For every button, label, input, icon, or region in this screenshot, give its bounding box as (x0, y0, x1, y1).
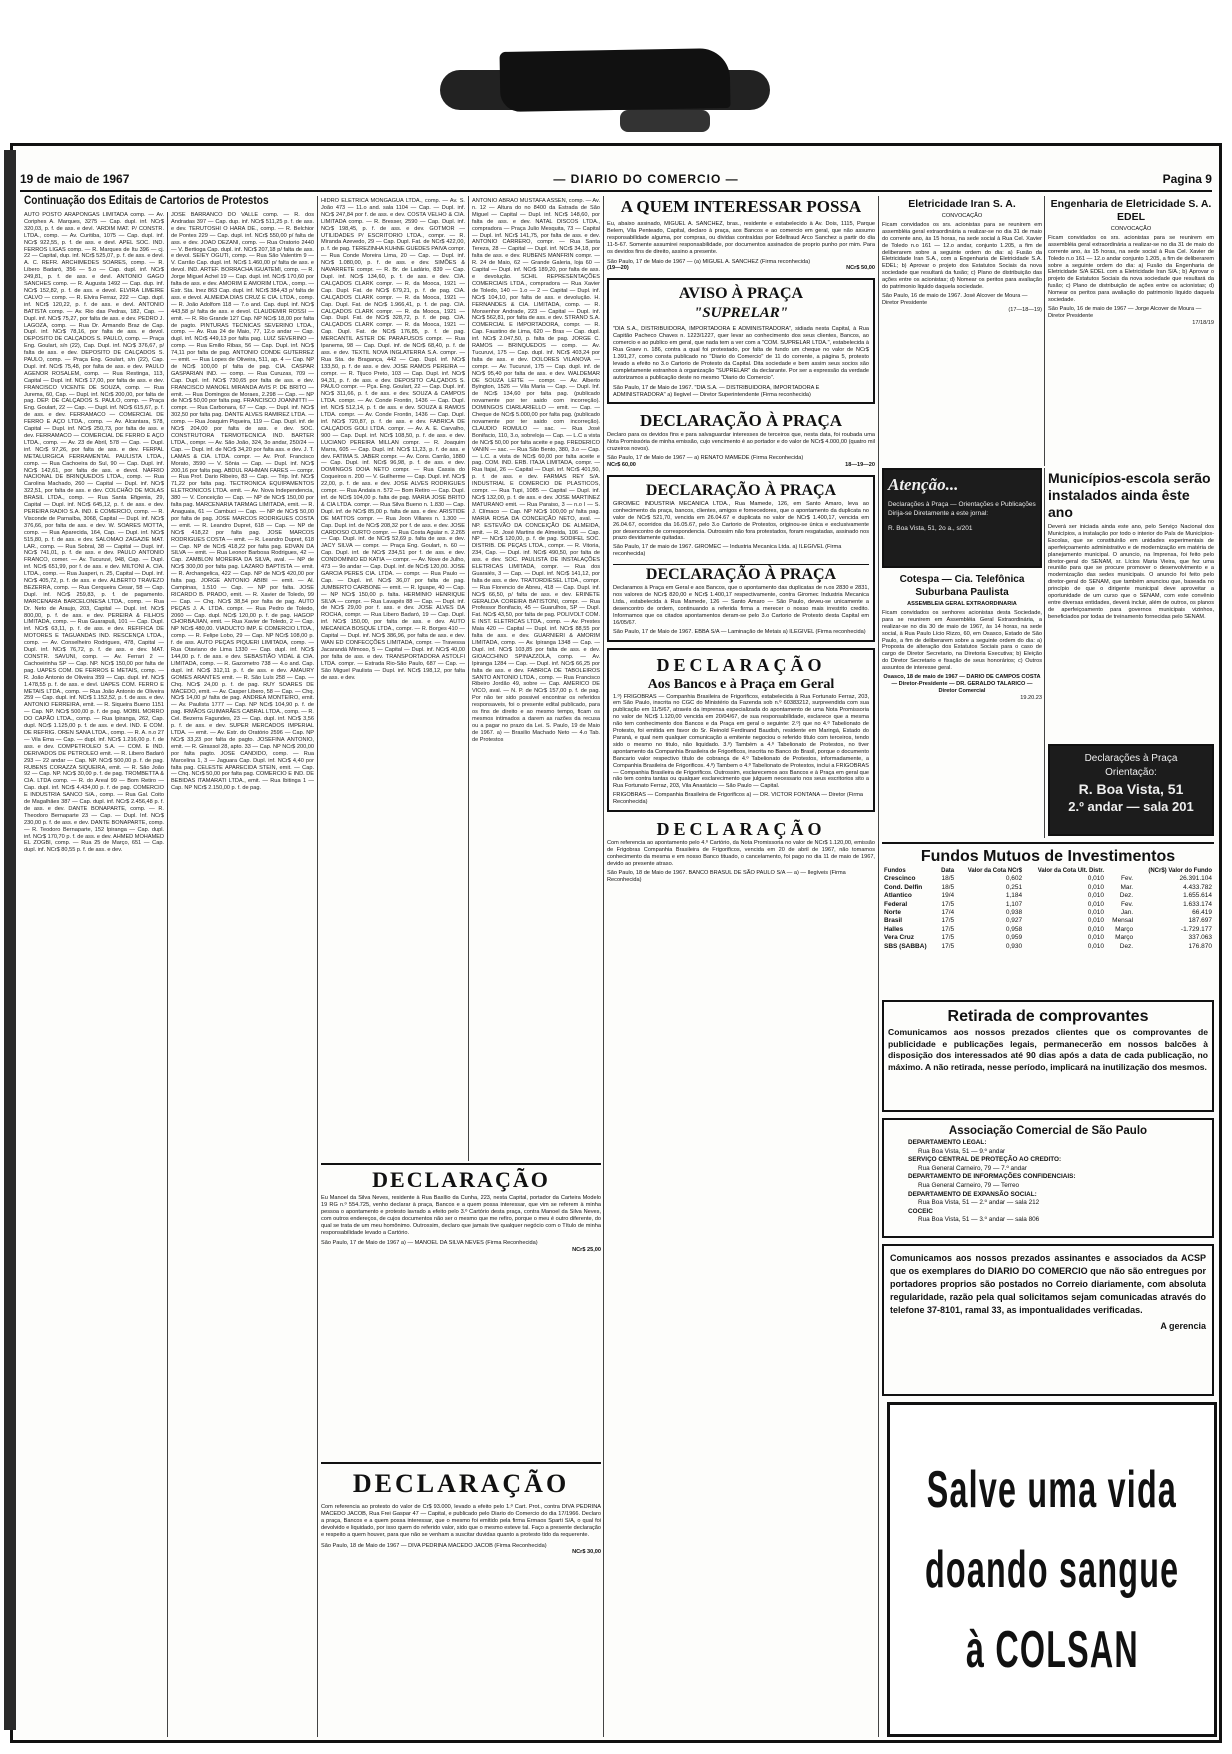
table-cell: 0,010 (1087, 883, 1105, 891)
signature: A gerencia (1160, 1321, 1206, 1331)
table-cell: 1.633.174 (1183, 900, 1212, 908)
list-item: COCEIC (908, 1207, 933, 1215)
eletricidade-iran (882, 198, 1042, 460)
table-cell: 17/5 (941, 900, 955, 908)
table-cell: 17/4 (941, 909, 955, 917)
list-item: Rua Boa Vista, 51 — 2.º andar — sala 212 (918, 1199, 1040, 1207)
section-title: DECLARAÇÃO À PRAÇA (645, 481, 837, 499)
table-cell: Vera Cruz (884, 934, 914, 942)
section-body: Com referencia ao apontamento pelo 4.º Cartório, da Nota Promissoria no valor de NCr$ 1.120,00, emissão de Frigobras Companhia Brasileira de Frigorificos, vencida em 20 de abril de 1967, não tomamos conhecimento da mesma e em nosso Banco tituado, o cancelamento, foi pago no dia 11 de maio de 1967, devido ao presente atraso. (607, 840, 875, 867)
tape-mark (499, 48, 730, 112)
associacao-comercial (882, 1118, 1214, 1238)
aviso-assinantes (882, 1244, 1214, 1396)
protestos-column-3: HIDRO ELETRICA MONGAGUA LTDA., comp. — Av. S. João 473 — 11.o and. sala 1104 — Cap. — Dupl. inf. NCr$ 247,84 por f. de ass. e dev. COSTA VELHO & CIA. LIMITADA comp. — R. Bresser, 2590 — Cap. Dupl. inf. NCr$ 198,45, p. f. de ass. e dev. GOTMOR — UTILIDADES P/ ESCRITORIO LTDA., compr. — R. Miranda Azevedo, 29 — Cap. Dupl. Fat. de NCr$ 422,00, p. f. de pag. TEREZINHA KUHNE GUEDES PAIVA compr. — Rua Conde Moreira Lima, 20 — Cap. — Dupl. inf. NCr$ 1.080,00, p. f. de ass. e dev. SIMÕES & NAVARRETE compr. — R. Br. de Ladário, 839 — Cap. Dupl. inf. NCr$ 134,60, p. f. de ass. e dev. CIA. CALÇADOS CLARK compr. — R. da Mooca, 1921 — Cap. Dupl. Fat. de NCr$ 679,21, p. f. de pag. CIA. CALÇADOS CLARK compr. — R. da Mooca, 1921 — Cap. Dupl. Fat. de NCr$ 1.966,41, p. f. de pag. CIA. CALÇADOS CLARK compr. — R. da Mooca, 1921 — Cap. Dupl. Fat. de NCr$ 328,72, p. f. de pag. CIA. CALÇADOS CLARK compr. — R. da Mooca, 1921 — Cap. Dupl. Fat. de NCr$ 176,85, p. f. de pag. MERCANTIL ASTER DE PARAFUSOS compr. — Rua Ipanema, 98 — Cap. Dupl. inf. de NCr$ 68,40, p. f. de ass. e dev. TEXTIL NOVA INGLATERRA S.A. compr. — Rua Sta. de Bragança, 442 — Cap. Dupl. inf. NCr$ 133,50, p. f. de ass. e dev. JOSE RAMOS PEREIRA — compr. — R. Tijuco Preto, 103 — Cap. Dupl. inf. NCr$ 94,31, p. f. de ass. e dev. DEPOSITO CALÇADOS S. PAULO compr. — Pça. Eng. Goulart, 22 — Cap. Dupl. inf. NCr$ 311,66, p. f. de ass. e dev. SOUZA & CAMPOS LTDA. compr. — Av. Conde Frontin, 1436 — Cap. Dupl. inf. NCr$ 512,14, p. f. de ass. e dev. SOUZA & RAMOS LTDA. compr. — Av. Conde Frontin, 1436 — Cap. Dupl. inf. NCr$ 720,87, p. f. de ass. e dev. FABRICA DE CALÇADOS GOLI LTDA. compr. — Av. A. E. Carvalho, 900 — Cap. Dupl. inf. NCr$ 108,50, p. f. de ass. e dev. LUCIANO PEREIRA MILLAN compr. — R. Joaquim Marra, 605 — Cap. Dupl. inf. NCr$ 11,23, p. f. de ass. e dev. FATIMA S. JABER compr. — Av. Cons. Carrão, 1880 — Cap. Dupl. inf. NCr$ 96,98, p. f. de ass. e dev. DOMINGOS DOIA NETO compr. — Rua Cassia do Coqueiros n. 200 — V. Guilherme — Cap. Dupl. inf. NCr$ 22,00, p. f. de ass. e dev. JOSE ALVES RODRIGUES compr. — Rua Andaia n. 572 — Bom Retiro — Cap. Dupl. inf. de NCr$ 104,00 p. falta de pag. MARIA JOSE BRITO & CIA LTDA. compr. — Rua Silva Bueno n. 1.830 — Cap. Dupl. inf. de NCr$ 85,00 p. falta de ass. e dev. ARISTIDE DE MATTOS compr. — Rua Joon Villares n. 1.300 — Cap. Dupl. inf. de NCr$ 208,32 por f. de ass. e dev. JOSE CARDOSO CURTO compr. — Rua Costa Aguiar n. 2.265 — Cap. Dupl. inf. de NCr$ 52,69 p. falta de ass. e dev. JACY SILVA — compr. — Praça Eng. Goulart, n. 60 — Cap. Dupl. inf. de NCr$ 234,51 por f. de ass. e dev. CONDOMINIO ED KATIA — compr. — Av. Nove de Julho, 473 — 9o andar — Cap. Dupl. inf. de NCr$ 120,00. JOSE GARCIA PERES CIA. LTDA. — compr. — Rua Paulo — Cap. — Dupl. inf. NCr$ 36,07 por falta de pag. JUMBERTO CARBONE — emit. — R. Iguape, 40 — Cap. — NP NCr$ 150,00 p. falta. HERMINIO HENRIQUE SILVA — compr. — Rua Lavapés 88 — Cap. — Dupl. inf. de NCr$ 29,00 por f. ass. e dev. JOSE ALVES DA ROCHA, compr. — Rua Libero Badaró, 19 — Cap. Dupl. inf. NCr$ 150,00, por falta de ass. e dev. AUTO MECANICA BOSQUE LTDA., compr. — R. Borges 410 — Capital — Dupl. inf. NCr$ 386,96, por falta de ass. e dev. WAN ED CONFECÇÕES LIMITADA, compr. — Travessa Jacarandá Mimoso, 5 — Capital — Dupl. inf. NCr$ 40,00 por falta de ass. e dev. TRANSPORTADORA ASTOLFI LTDA. compr. — Estrada Rio-São Paulo, 687 — Cap. — São Miguel Paulista — Dupl. inf. NCr$ 198,12, por falta de ass. e dev. (321, 198, 465, 681)
table-cell: Cond. Delfin (884, 883, 923, 891)
brand-name: "SUPRELAR" (693, 305, 789, 322)
table-cell: 17/5 (941, 934, 955, 942)
protestos-column-4: ANTONIO ABRÃO MUSTAFA ASSEN, comp. — Av. n. 12 — Altura do no 8400 da Estrada de São Miguel — Capital — Dupl. inf. NCr$ 148,60, por falta de ass. e dev. NATAL DISCOS LTDA., compradora — Praça Julio Mesquita, 73 — Capital — Dupl. inf. NCr$ 141,75, por falta de ass. e dev. ANTONIO CARRERO, compr. — Rua Santa Tereza, 28 — Capital — Dupl. inf. NCr$ 34,18, por falta de ass. e dev. RUBENS MANFRIN compr. — R. 24 de Maio, 62 — Grande Galeria, loja 60 — Capital — Dupl. inf. NCr$ 189,20, por falta de ass. e devolução. SCHIL REPRESENTAÇÕES COMERCIAIS LTDA., compradora — Rua Xavier de Toledo, 140 — 1.o — 2 — Capital — Dupl. inf. NCr$ 104,10, por falta de ass. e devolução. H. FERNANDES & CIA. LIMITADA, comp. — R. Monsenhor Andrade, 223 — Capital — Dupl. inf. NCr$ 562,81, por falta de ass. e dev. STRANO S.A. COMERCIAL E IMPORTADORA, compr. — R. Cap. Faustino de Lima, 620 — Bras — Cap. dupl. inf. NCr$ 2.047,50, p. falta de pag. JORGE C. RAMOS — BRINQUEDOS — comp. — Av. Tucuruvi, 175 — Cap. dupl. inf. NCr$ 403,24 por falta de ass. e dev. DOLORES VILANOVA — compr. — Av. Tucuruvi, 175 — Cap. dupl. inf. de NCr$ 95,40 por falta de ass. e dev. WALDEMAR DE SOUZA LEITE — compr. — Av. Alberto Byington, 1526 — Vila Maria — Cap. — Dupl. Inf. de NCr$ 134,60 por falta pag. (publicado novamente por ter saido com incorreção). DOMINGOS CIARLARIELLO — emit. — Cap. — Cheque de NCr$ 5.000,00 por falta pag. (publicado novamente por ter saido com incorreção). CLAUDIO ROMULO — sac. — Rua José Bonifacio, 110, 3.o, sobreloja — Cap. — L.C a vista de NCr$ 50,00 por falta aceite e pag. FREDERICO VANIN — sac. — Rua São Bento, 380, 3.o — Cap. — L.C. a vista de NCr$ 60,00 por falta aceite e pag. COM. IND. ERB. ITAJA LIMITADA, compr. — Rua Itajaí, 26 — Capital — Dupl. inf. NCr$ 401,50, p. f. de ass. e dev. FARMAS REY S/A. INDUSTRIAL E COMERCIO DE PLASTICOS, compr. — Rua Tupi, 1085 — Capital — Dupl. inf. NCr$ 132,00, p. f. de ass. e dev. JOSE MARTINEZ MATURANO emit. — Rua Paraiso, 3 — n.o I — S. J. Clímaco — Cap. NP NCr$ 100,00 p/ falta pag. MARIA ROSA DA CONCEIÇÃO NETO, aval. — NP. ESTEVÃO DA CONCEIÇÃO DE ALMEIDA, emit. — R. José Martins de Almeida, 106 — Cap. NP — NCr$ 120,00, p. f. de pag. SODIFEL SOC. DISTRIB. DE PEÇAS LTDA., compr. — R. Vitoria, 234, Cap. — Dupl. inf. NCr$ 490,50, por falta de ass. e dev. SOC. PAULISTA DE INSTALAÇÕES ELETRICAS LIMITADA, compr. — Rua dos Guaraiés, 3 — Cap. — Dupl. inf. NCr$ 141,12, por falta de ass. e dev. TRATORDIESEL LTDA., compr. — Rua Florencio de Abreu, 418 — Cap. Dupl. inf. NCr$ 66,50, p/ falta de ass. e dev. ERINETE GERALDA COREIRA BATISTONI, compr. — Rua Professor Bonifacio, 45 — Guarulhos, SP — Dupl. Fat. NCr$ 43,50, por falta de pag. POLIVOLT COM. E INST. ELETRICAS LTDA., comp. — Av. Prestes Maia 420 — Capital — Dupl. inf. NCr$ 88,55 por falta de ass. e dev. GUARNIERI & AMORIM LIMITADA, comp. — Av. Ipiranga 1348 — Cap. — Dupl. inf. NCr$ 103,85 por falta de ass. e dev. GIOACCHINO SPINAZZOLA, comp. — Av. Ipiranga 1284 — Cap. — Dupl. inf. NCr$ 66,25 por falta de ass. e dev. FABRICA DE TABOLEIROS SANTO ANTONIO LTDA., comp. — Rua Francisco Ribeiro Jordão 49, sobre — Cap. AMERICO DE VICO, aval. — N. P. de NCr$ 157,00 p. f. de pag. Por não ter sido possivel encontrar os referidos responsaveis, foi o presente edital publicado, para os fins de direito e ao mesmo tempo, ficam os mesmos intimados a darem as razões da recusa ou a pagar no prazo da Lei. S. Paulo, 19 de Maio de 1967. a) — Brasilio Machado Neto — 4.o Tab. de Protestos (472, 198, 600, 743)
section-body: Eu, abaixo assinado, MIGUEL A. SANCHEZ, bras., residente e estabelecido à Av. Dois, 1115, Parque Belem, Vila Penteado, Capital, declaro à praça, aos Bancos e ao comercio em geral, que não assumo responsabilidade alguma, por compras, ou dividas contraídas por Edeltraud Arco Sanchez a partir do dia 11-5-67. Somente assumirei responsabilidade, por documentos assinados de proprio punho por mim. Para os devidos fins de direito, assino a presente. (607, 221, 875, 255)
signature: São Paulo, 16 de maio de 1967. José Alcover de Moura — Diretor Presidente (882, 292, 1028, 306)
table-header-row (882, 867, 1214, 875)
address: R. Boa Vista, 51, 2o a., s/201 (888, 525, 973, 532)
ad-line: Orientação: (1105, 767, 1157, 778)
section-subtitle: Aos Bancos e à Praça em Geral (647, 676, 835, 692)
table-cell: 66.419 (1192, 909, 1212, 917)
table-row (882, 875, 1214, 883)
column-rule (1044, 468, 1045, 838)
table-cell: Dez. (1119, 892, 1134, 900)
signature: São Paulo, 17 de maio de 1967. GIROMEC — Industria Mecanica Ltda. a) ILEGIVEL (Firma reconhecida) (613, 544, 842, 558)
table-cell: 17/5 (941, 917, 955, 925)
declaracao-mamede (607, 410, 875, 469)
list-item: Rua General Carneiro, 79 — Terreo (918, 1181, 1020, 1189)
fundos-table (882, 867, 1214, 951)
section-title: Engenharia de Eletricidade S. A. EDEL (1050, 198, 1212, 223)
departments-list (888, 1139, 1208, 1225)
table-cell: Março (1115, 934, 1134, 942)
table-cell: 4.433.782 (1183, 883, 1212, 891)
section-subtitle: CONVOCAÇÃO (1110, 226, 1152, 232)
section-title: DECLARAÇÃO À PRAÇA (639, 411, 843, 431)
section-body: Deverá ser iniciada ainda este ano, pelo Serviço Nacional dos Municípios, a instalação por todo o interior do País de Municípios-Escolas, que se constituirão em unidades experimentais de aperfeiçoamento administrativo e de modernização em matéria de planejamento municipal. O anuncio, na Imprensa, foi feito pelo diretor-geral do SENAM, sr. Lícios Maria Vieira, que fez uma reunião para que se procure promover o desenvolvimento e a modernização das sedes municipais. O anuncio foi feito pelo diretor-geral do SENAM, que também anunciou que, baseada no princípio de que o dirigente municipal deve aproveitar a oportunidade de um curso que o SENAM, com este convênio entre diversas entidades, deverá incluir, além de outros, os planos de aperfeiçoamento para governos municipais vizinhos, beneficiados por todas de treinamento fornecidas pelo SENAM. (1048, 524, 1214, 620)
section-title: DECLARAÇÃO (656, 654, 826, 675)
table-cell: 0,251 (1005, 883, 1023, 891)
section-body: "DIA S.A., DISTRIBUIDORA, IMPORTADORA E ADMINISTRADORA", sidiada nesta Capital, à Rua Capitão Pacheco Chaves n. 1223/1227, quer levar ao conhecimento dos seus clientes, Bancos, ao comercio e ao publico em geral, que nada tem a ver com a "COM. SUPRELAR LTDA.", estabelecida à Rua Graev n. 186, contra a qual foi protestado, por falta de fundo um cheque no valor de NCr$ 1.391,27, como consta publicado no "Diario do Comercio" de 11 do corrente, a página 5, protesto levado a efeito no 3.o Cartorio de Protesto da Capital. Dita sociedade e bem assim seus socios são completamente estranhos à organização "SUPRELAR" da declarante. Por ser a expressão da verdade autorizamos a publicação deste no mesmo "Diario do Comercio". (613, 326, 869, 381)
price-tag: NCr$ 30,00 (572, 1549, 601, 1556)
column-rule (1044, 196, 1045, 466)
column-rule (317, 196, 318, 1737)
table-row (882, 901, 1214, 909)
section-title: Associação Comercial de São Paulo (948, 1125, 1148, 1137)
price-tag: NCr$ 60,00 (607, 462, 636, 469)
declaracao-jacob (321, 1462, 601, 1737)
table-cell: -1.729.177 (1180, 925, 1212, 933)
tape-mark (620, 110, 710, 132)
price-tag: NCr$ 25,00 (572, 1247, 601, 1254)
ref-code: 18—19—20 (845, 462, 875, 469)
table-cell: Fev. (1120, 875, 1134, 883)
ad-line: à COLSAN (965, 1620, 1139, 1679)
column-rule (603, 196, 604, 1737)
ad-line: Declarações à Praça (1084, 753, 1178, 764)
column-header (1106, 867, 1135, 875)
section-body: Ficam convidados os srs. acionistas para se reunirem em assembléia geral extraordinária a realizar-se no dia 31 de maio do corrente ano, às 15 horas, na sede social à Rua Cel. Xavier de Toledo n.o 161 — 12.o andar conjunto 1.205, a fim de deliberarem sobre a seguinte ordem do dia: a) Fusão da Engenharia de Eletricidade S/A EDEL com a Eletricidade Iran S/A.; b) Aprovar o projeto de Estatutos Sociais da nova sociedade que resultará da fusão; c) Plano de distribuição de ações entre os acionistas; d) Nomear os peritos para avaliação do patrimonio liquido daquela sociedade. (1048, 234, 1214, 304)
table-cell: 0,010 (1087, 909, 1105, 917)
table-cell: 1,107 (1005, 900, 1023, 908)
ref-code: 17/18/19 (1192, 319, 1214, 326)
issue-date: 19 de maio de 1967 (20, 172, 130, 186)
signature: FRIGOBRAS — Companhia Brasileira de Frigorificos a) — DR. VICTOR FONTANA — Diretor (Firma Reconhecida) (613, 792, 864, 806)
table-cell: 0,010 (1087, 934, 1105, 942)
table-row (882, 926, 1214, 934)
table-cell: Federal (884, 900, 908, 908)
table-cell: Fev. (1120, 900, 1134, 908)
table-cell: 0,010 (1087, 925, 1105, 933)
signature: São Paulo, 17 de Maio de 1967 — a) RENATO MAMEDE (Firma Reconhecida) (607, 455, 804, 462)
column-header: Valor da Cota Ult. Distr. (1037, 868, 1105, 874)
table-cell: 337.063 (1188, 934, 1212, 942)
aviso-praca (607, 278, 875, 404)
section-body: Declaro para os devidos fins e para salvaguardar interesses de terceiros que, nesta data, foi roubada uma Nota Promissória de minha emissão, cujo vencimento é ao portador e do valor de NCr$ 4.000,00 (quatro mil cruzeiros novos). (607, 432, 875, 453)
protestos-column-1: AUTO POSTO ARAPONGAS LIMITADA comp. — Av. Coriphes A. Marques, 3275 — Cap. dupl. inf. NCr$ 320,03, p. f. de ass. e devl. 'ARDIM MAT. P/ CONSTR. LTDA., comp. — Av. Curitiba, 1075 — Cap. dupl. inf. NCr$ 922,55, p. f. de ass. e devl. APEL SOC. IND. FERROS LIGAS comp. — R. Marques de Itu 396 — cj. 22 — Capital, dup. inf. NCr$ 525,07, p. f. de ass. e devl. A. C. REFR. ARCHIMEDES SOARES, comp. — R. Libero Badaró, 356 — 5.o — Cap. dupl. inf. NCr$ 249,81, p. f. de ass. e devl. ANTONIO GAGO SANCHES comp. — R. Augusta 1492 — Cap. dup. inf. NCr$ 152,82, p. f. de ass. e devol. ELVIRA LIMEIRE CALVO — comp. — R. Elvira Ferraz, 222 — Cap. dupl. inf. NCr$ 120,22, p. f. de ass. e devl. ANTONIO BATISTA comp. — Av. Rio das Pedras, 182, Cap. — Dupl. inf. NCr$ 75,27, por falta de ass. e dev. PEDRO J. LAGOZA, comp. — Rua Dr. Armando Braz de Cap. Dupl. inf. NCr$ 78,16, por falta de ass. e devol. DEPOSITO DE CALÇADOS S. PAULO, comp. — Praça Eng. Goulart, s/n (22), Cap. Dupl. inf. NCr$ 376,67, p/ falta de ass. e dev. DEPOSITO DE CALÇADOS S. PAULO, comp. — Praça Eng. Goulart, s/n (22), Cap. Dupl. inf. NCr$ 75,48, por falta de ass. e dev. PAULO AGENOR ROSALEM, comp. — Rua Restinga, 113, Capital — Dupl. inf. NCr$ 17,00, por falta de ass. e dev. FRANCISCO VICENTE DE SOUZA, comp. — Rua Jurema, 60, Cap. — Dupl. inf. NCr$ 200,00, por falta de pag. DEP. DE CALÇADOS S. PAULO, comp. — Praça Eng. Goulart, 22 — Cap. — Dupl. inf. NCr$ 615,67, p. f. de ass. e dev. FERRAMACO — COMERCIAL DE FERRO E AÇO LTDA., comp. — Av. Alcantara, 578, Capital — Dupl. inf. NCr$ 250,73, por falta de ass. e dev. FERRAMACO — COMERCIAL DE FERRO E AÇO LTDA., comp. — Av. 23 de Abril, 578 — Cap. — Dupl. inf. NCr$ 97,26, por falta de ass. e dev. FERPAL METALURGICA FERRAMENTAL PAULISTA LTDA., comp. — Rua Cachoeira do Sul, 90 — Cap. Dupl. inf. NCr$ 142,61, por falta de ass. e devol. NAFRIO NACIONAL DE BRINQUEDOS LTDA., comp. — Rua Carolina Machado, 260 — Capital — Dupl. inf. NCr$ 322,51, por falta de ass. e dev. COLCHÃO DE MOLAS BRASIL LTDA., comp. — Rua Santa Efigenia, 29, Capital — Dupl. inf. NCr$ 645,12, p. f. de ass. e dev. PEREIRA RADIO S.A. IND. E COMERCIO, comp. — R. Visconde de Parnaíba, 3068, Capital — Dupl. inf. NCr$ 376,66, por falta de ass. e dev. W. SOARES MOTTA, comp. — Rua Aparecida, 164, Cap. — Dupl. inf. NCr$ 515,80, p. f. de ass. e dev. SALOMAO ZAGAZIE MAT. LAR., comp. — Rua Sobral, 38 — Capital — Dupl. inf. NCr$ 741,01, p. f. de ass. e dev. PAULO ANTONIO FRANCO, comer. — Av. Tucuruvi, 948, Cap. — Dupl. inf. NCr$ 651,99, por f. de ass. e dev. MILTONI A. CIA. LTDA., comp. — Rua Juaperi, n. 25, Capital — Dupl. inf. NCr$ 405,72, p. f. de ass. e dev. ALBERTO TRAVEZO BEZERRA, comp. — Rua Cerqueira Cesar, 58 — Cap. Dupl. inf. NCr$ 259,83, p. f. de pagamento. MARCENARIA BARCELONESA LTDA., comp. — Rua Dr. Neto de Araujo, 203, Capital — Dupl. inf. NCr$ 800,00, p. f. de ass. e dev. PEREIRA & FILHOS LIMITADA, comp. — Rua Guarapuã, 101 — Cap. Dupl. inf. NCr$ 63,11, p. f. de ass. e dev. REFIFICA DE MOTORES E TAGUANDAS IND. RESCENÇA LTDA., comp. — Av. Conselheiro Rodrigues, 478, Capital — Dupl. inf. NCr$ 76,72, p. f. de ass. e dev. MAT. CONSTR. SAVUNI, comp. — Av. Ferrari 2 — Cachoeirinha SP — Cap. NP. NCr$ 150,00 por falta de pag. UAPES COM. DE FERROS E METAIS, comp. — R. João Antonio de Oliveira 359 — Cap. dupl. inf. NCr$ 1.478,55 p. f. de ass. e devl. UAPES COM. FERRO E METAIS LTDA., comp. — Rua João Antonio de Oliveira 259 — Cap. dupl. inf. NCr$ 1.152,52, p. f. de ass. e dev. ANTONIO FERREIRA, emit. — R. Siqueira Bueno 1151 — Cap. NP. NCr$ 500,00 p. f. de pag. MOBIL MORRO DO CAPÃO LTDA., comp. — Rua Ipiranga, 262, Cap. dupl. NCr$ 1.125,00 p. f. de ass. e devl. IND. E COM. DE REFRIG. OREN SANA LTDA., comp. — R. A. n.o 27 — Vila Ema — Cap. — dupl. inf. NCr$ 1.216,00 p. f. de ass. e dev. COMPETROLEO S.A. — COM. E IND. DERIVADOS DE PETROLEO emit. — R. Libero Badaró 293 — 22 andar — Cap. NP. NCr$ 500,00 p. f. de pag. RUBENS CORAZZA SIQUEIRA, emit. — R. São João 92 — Cap. NP. NCr$ 30,00 p. f. de pag. TROMBETTA & CIA. LTDA comp. — R. do Areal 99 — Bom Retiro — Cap. dupl. inf. NCr$ 4.434,00 p. f. de pag. COMERCIO E INDUSTRIA SANCO S/A., comp. — Rua Gal. Coito de Magalhães 387 — Cap. dupl. inf. NCr$ 2.456,48 p. f. de ass. e dev. DANTE BONAPARTE, comp. — R. Theodoro Bernaparte 23 — Cap. — Dupl. Inf. NCr$ 230,00 p. f. de ass. e dev. DANTE BONAPARTE, comp. — R. Teodoro Bernaparte, 152 Ipiranga — Cap. dupl. inf. NCr$ 170,70 p. f. de ass. e dev. AHMED MOHAMED EL ZOGBI, comp. — Rua 25 de Março, 651 — Cap. dupl. inf. NCr$ 80,55 p. f. de ass. e dev. (24, 212, 164, 854)
table-row (882, 884, 1214, 892)
ref-code: (17—18—19) (1008, 306, 1042, 313)
section-rule (321, 1462, 601, 1464)
protestos-title: Continuação dos Editais de Cartorios de Protestos (24, 195, 269, 207)
ref-code: (19—20) (607, 265, 629, 272)
table-row (882, 909, 1214, 917)
section-subtitle: ASSEMBLEIA GERAL EXTRAORDINARIA (907, 601, 1017, 607)
signature: Osasco, 18 de maio de 1967 — DARIO DE CAMPOS COSTA — Diretor-Presidente — DR. GERALDO TALARICO — Diretor Comercial (883, 674, 1041, 694)
protestos-column-2: JOSE BARRANCO DO VALLE comp. — R. dos Andradas 397 — Cap. dup. inf. NCr$ 511,25 p. f. de ass. e dev. TERUTOSHI O HARA DE., comp. — R. Belchior de Pontes 229 — Cap. dupl. inf. NCr$ 550,00 p/ falta de ass. e dev. JOAO DEZANI, comp. — Rua Oratorio 2440 — V. Bertioga Cap. dupl. inf. NCr$ 207,18 p/ falta de ass. e devol. SEIEY OGUTI, comp. — Rua São Valentim 9 — V. Carrão Cap. dupl. inf. NCr$ 1.460,00 p/ falta de ass. e devol. IND. ARTEF. BORRACHA IGUATEMI, comp. — R. Jorge Miguel Achel 19 — Cap. dupl. inf. NCr$ 170,60 por falta de ass. e dev. AMORIM E AMORIM LTDA., comp. — Estr. Sta. Inez 863 Cap. dupl. inf. NCr$ 384,43 p/ falta de ass. e devol. ALMEIDA DIAS CRUZ E CIA. LTDA., comp. — R. João Adolfom 118 — 7.o and. Cap. dupl. inf. NCr$ 443,58 p/ falta de ass. e devol. CLAUDEMIR ROSSI — emit. — R. Rio Grande 127 Cap. NP NCr$ 18,00 por falta de pagto. PINTURAS TECNICAS SEVERINO LTDA., comp. — Av. Rua 24 de Maio, 77, 12.o andar — Cap. dupl. inf. NCr$ 449,13 por falta pag. LUIZ SEVERINO — comp. — Rua Emilio Ribas, 56 — Cap. Dupl. inf. NCr$ 74,11 por falta de pag. ANTONIO CONDE GUTERREZ — emit. — Rua Lopes de Oliveira, 511, ap. 4 — Cap. NP de NCr$ 100,00 p/ falta de pag. CIA. CASPAR GASPARIAN IND. — comp. — Rua Curuzas, 709 — Cap. Dupl. inf. NCr$ 730,65 por falta de ass. e dev. FRANCISCO MANOEL MIRANDA AVIS P. DE BRITO — emit. — Rua Domingos de Moraes, 2.298 — Cap. — NP de NCr$ 50,00 por falta pag. FRANCISCO JOANNITTI — compr. — Rua Carbonara, 67 — Cap. — Dupl. inf. NCr$ 302,50 por falta pag. DANTE ALVES RAMIREZ LTDA. — comp. — Rua Joaquim Piqueira, 119 — Cap. Dupl. inf. de NCr$ 204,00 por falta de ass. e dev. SOC. CONSTRUTORA TERMOTECNICA IND. BARTER LTDA., compr. — Av. São João, 324, 3o andar, 250/24 — Cap. — Dupl. inf. de NCr$ 34,20 por falta ass. e dev. J. T. LAMAS & CIA. LTDA. compr. — Av. Prof. Francisco Morato, 3590 — V. Sônia — Cap. — Dupl. inf. NCr$ 200,16 por falta pag. ABDUL RAHMAN FARES — compr. — Rua Prof. Dario Ribeiro, 83 — Cap. — Trip. Inf. NCr$ 71,22 por falta pag. TECTRONICA EQUIPAMENTOS ELETRONICOS LTDA. emit. — Av. Nova Independencia, 380 — V. Conceição — Cap. — NP de NCr$ 150,00 por falta pag. MARCENARIA TARMAG LIMITADA, emit. — R. Anaguaia, 61 — Cambuci — Cap. — NP de NCr$ 50,00 por falta de pag. JOSE MARCOS RODRIGUES COSTA — emit. — R. Leandro Dupret, 618 — Cap. — NP de NCr$ 418,22 por falta pag. JOSE MARCOS RODRIGUES COSTA — emit. — R. Leandro Dupret, 618 — Cap. NP de NCr$ 418,22 por falta pag. EDVAN DA SILVA — emit. — Rua Leonor Barbosa Rodrigues, 42 — Cap. ZAMBLON MOREIRA DA SILVA, aval. — NP de NCr$ 300,00 por falta pag. LAZARO BAPTISTA — emit. — R. Archangelica, 422 — Cap. NP de NCr$ 420,00 por falta pag. JORGE ANTONIO ABIBI — emit. — Al. Campinas, 1.510 — Cap. — NP por falta. JOSE RICARDO B. PRADO, emit. — R. Xavier de Toledo, 99 — Cap. — Chq. NCr$ 38,54 por falta de pag. AUTO PEÇAS J. A. LTDA. compr. — Rua Pedro de Toledo, 2060 — Cap. dupl. NCr$ 120,00 p. f. de pag. HAGOP CHORBAJIAN, emit. — Rua Xavier de Toledo, 2 — Cap. NP NCr$ 480,00. VIADUCTO IMP. E COMERCIO LTDA., comp. — R. Felipe Lobo, 29 — Cap. NP NCr$ 108,00 p. f. de ass. AUTO PEÇAS PIQUERI LIMITADA, comp. — Rua Otaviano de Lima 1330 — Cap. dupl. inf. NCr$ 144,00 p. f. de ass. e dev. SEBASTIÃO VIDAL & CIA. LIMITADA, comp. — R. Gazometro 738 — 4.o and. Cap. dupl. inf. NCr$ 312,11 p. f. de ass. e dev. AMAURY GOMES ARANTES emit. — R. São Luís 258 — Cap. — Chq. NCr$ 24,00 p. f. de pag. RUY SOARES DE MACEDO, emit. — Av. Casper Libero, 58 — Cap. — Chq. NCr$ 14,00 p/ falta de pag. ANDREA MONTEIRO, emit. — Av. Paulista 1777 — Cap. NP NCr$ 104,90 p. f. de pag. IRMÃOS GUIMARÃES CABRAL LTDA., comp. — R. Cel. Bezerra Fagundes, 23 — Cap. dupl. inf. NCr$ 3,56 p. f. de ass. e dev. SUPER MERCADOS IMPERIAL LTDA. — emit. — Av. Estr. do Oratório 2596 — Cap. NP NCr$ 33,23 por falta de pagto. JOSEFINA ANTONIO, emit. — R. Girassol 28, apto. 33 — Cap. NP NCr$ 200,00 por falta pagto. JOSE CANDIDO, comp. — Rua Marcelina 1, 3 — Jaguara Cap. Dupl. inf. NCr$ 4,40 por falta pag. CELESTE APARECIDA STEIN, emit. — Cap. — Chq. NCr$ 50,00 por falta pag. COMERCIO E IND. DE BEBIDAS ITAMARATI LTDA., emit. — Rua Ibitinga 1 — Cap. NP NCr$ 2.150,00 p. f. de pag. (171, 212, 314, 792)
signature: São Paulo, 17 de Maio de 1967 — (a) MIGUEL A. SANCHEZ (Firma reconhecida) (607, 258, 811, 265)
declaracao-silva-neves (321, 1163, 601, 1459)
declaracao-bancos (607, 648, 875, 813)
signature: São Paulo, 18 de Maio de 1967. BANCO BRASUL DE SÃO PAULO S/A — a) — Ilegíveis (Firma Reconhecida) (607, 869, 846, 883)
table-cell: 176.870 (1188, 942, 1212, 950)
ad-line: Salve uma vida (926, 1460, 1178, 1519)
list-item: Rua Boa Vista, 51 — 3.º andar — sala 806 (918, 1216, 1040, 1224)
table-row (882, 917, 1214, 925)
municipios-escola (1048, 470, 1214, 740)
section-body: Declarações à Praça — Orientações e Publicações Dirija-se Diretamente a este jornal: (888, 501, 1036, 517)
section-body: Ficam convidados os senhores acionistas desta Sociedade, para se reunirem em Assembléia Geral Extraordinária, a realizar-se no dia 30 de maio de 1967, às 14 horas, na sede social, à Rua Paulo Lício Rizzo, 60, em Osasco, Estado de São Paulo, a fim de deliberarem sobre a seguinte ordem do dia: a) Proposta de alteração dos Estatutos Sociais para o caso de cargo de Diretor Secretario, na Diretoria Executiva; b) Eleição do Diretor Secretario e fixação de seus honorários; c) Outros assuntos de interesse geral. (882, 609, 1042, 672)
column-header: Fundos (884, 868, 906, 874)
list-item: DEPARTAMENTO LEGAL: (908, 1139, 987, 1146)
table-cell: 0,602 (1005, 875, 1023, 883)
section-body: Declaramos à Praça em Geral e aos Bancos, que o apontamento das duplicatas de n.os 2830 e 2831, nos valores de NCr$ 820,00 e NCr$ 1.400,17 respectivamente, contra Giromec Industria Mecanica Ltda., estabelecida à Rua Mamede, 126 — Santo Amaro — São Paulo, deveu-se unicamente a desencontro de ordem, continuando a referida firma a merecer o nosso mais irrestrito credito. Informamos que os citados apontamentos deram-se pelo 3.o Cartorio de Protesto desta Capital em 16/05/67. (613, 585, 869, 626)
section-title: Eletricidade Iran S. A. (908, 198, 1016, 210)
section-body: Com referencia ao protesto do valor de Cr$ 93.000, levado a efeito pelo 1.º Cart. Prot., contra DIVA PEDRINA MACEDO JACOB, Rua Frei Gaspar 47 — Capital, e publicado pelo Diario do Comercio do dia 17/1966. Declaro a praça, Bancos e a quem possa interessar, que o mesmo foi emitido pela firma Ermaos Sparti S/A, o qual foi devolvido e liquidado, por isso quem do referido valor, sido que o mesmo esteve tal. Faço a presente declaração e respeito a quem houver, para que não se venham a suscitar duvidas quanto a protesto tido da requerente. (321, 1504, 601, 1538)
table-cell: Jan. (1120, 909, 1134, 917)
column-rule (468, 196, 469, 1161)
table-cell: Atlantico (884, 892, 912, 900)
section-rule (321, 1163, 601, 1165)
table-cell: 18/5 (941, 883, 955, 891)
table-cell: 0,010 (1087, 917, 1105, 925)
section-body: 1.º) FRIGOBRAS — Companhia Brasileira de Frigorificos, estabelecida à Rua Fortunato Ferraz, 203, em São Paulo, inscrita no CGC do Ministério da Fazenda sob n.º 60383212, surpreendida com sua publicação em 11/5/67, através da imprensa especializada do apontamento de uma Nota Promissoria no valor de NCr$ 1.120,00 vencida em 20/04/67, de sua responsabilidade, esclarece que a mesma não tem conhecimento dos Bancos e da Praça em geral o seguinte: 2.º) que no 4.º Tabelionato de Protesto, foi emitida em favor do Sr. Reinold Ferdinand Baudish, residente em Maringá, Estado do Paraná, e qual nem qualquer comunicação a emitente negociou o referido titulo com terceiros, tendo sido o mesmo no titulo, não liquidado. 3.º) Também a 4.º Tabelionato de Protestos, no tiver apontamento da Companhia Brasileira de Frigorificos, inscrita no Banco do Brasil, porque o documento Bancario valor respectivo título de cobrança de 4.º Tabelionato de Protestos, informadamente, a Companhia Brasileira de Frigorificos. 4.º) Tambem o 4.º Tabelionato de Protestos, inclui a FRIGOBRAS — Companhia Brasileira de Frigorificos. Outrossim, esclarecemos aos Bancos e à Praça em geral que não tem contra tantas ou qualquer esclarecimento que julguem necessario nos seus escritorios sito a Rua Fortunato Ferraz, 203, Vila Anastácio — São Paulo — Capital. (613, 693, 869, 790)
table-cell: 0,930 (1005, 942, 1023, 950)
table-cell: Mar. (1120, 883, 1134, 891)
table-cell: Brasil (884, 917, 903, 925)
table-row (882, 934, 1214, 942)
table-cell: Dez. (1119, 942, 1134, 950)
signature: São Paulo, 17 de Maio de 1967. EBBA S/A — Laminação de Metais a) ILEGIVEL (Firma reconhecida) (613, 628, 866, 635)
notices-column (607, 196, 875, 1737)
table-cell: 187.697 (1188, 917, 1212, 925)
signature: São Paulo, 17 de Maio de 1967. "DIA S.A. — DISTRIBUIDORA, IMPORTADORA E ADMINISTRADORA" a) Ilegivel — Diretor Superintendente (Firma reconhecida) (613, 384, 820, 398)
column-rule (878, 196, 879, 1737)
table-cell: 1.655.614 (1183, 892, 1212, 900)
list-item: DEPARTAMENTO DE EXPANSÃO SOCIAL: (908, 1190, 1037, 1198)
cotespa (882, 574, 1042, 836)
table-cell: Mensal (1112, 917, 1134, 925)
table-cell: 26.391.104 (1179, 875, 1212, 883)
table-cell: 0,959 (1005, 934, 1023, 942)
masthead-rule (20, 190, 1212, 192)
list-item: Rua General Carneiro, 79 — 7.º andar (918, 1164, 1027, 1172)
table-row (882, 943, 1214, 951)
section-body: Ficam convidados os srs. acionistas para se reunirem em assembléia geral extraordinária a realizar-se no dia 31 de maio do corrente ano, às 15 horas, na sede social à Rua Cel. Xavier de Toledo n.o 161 — 12.o andar, conjunto 1.205, a fim de deliberarem sobre a seguinte ordem do dia: a) Fusão da Eletricidade Iran S.A., com a Engenharia de Eletricidade S.A. EDEL; b) Aprovar o projeto dos Estatutos Sociais da nova sociedade que resultará da fusão; c) Plano de distribuição das ações entre os acionistas; d) Nomear os peritos para avaliação do patrimonio liquido daquela sociedade. (882, 221, 1042, 291)
ad-line: 2.º andar — sala 201 (1068, 799, 1194, 814)
section-title: DECLARAÇÃO (656, 819, 826, 840)
price-tag: NCr$ 50,00 (846, 265, 875, 272)
section-body: GIROMEC INDUSTRIA MECANICA LTDA., Rua Mamede, 126, em Santo Amaro, leva ao conhecimento da praça, bancos, clientes, amigos e fornecedores, que o apontamento da duplicata no valor de NCr$ 521,70, vencida em 26.04.67 e duplicata no valor de NCr$ 1.400,17, vencida em 26.04.67, ocorridos dia 16.05.67, pelo 3.o Cartorio de Protestos, originou-se única e exclusivamente por desencontro de correspondencia. Outrossim não fora protestados, foram resgatadas, assinado nos prazo devidamente quitadas. (613, 500, 869, 542)
table-cell: SBS (SABBA) (884, 942, 927, 950)
section-title: Atenção... (888, 475, 959, 494)
signature: São Paulo, 18 de Maio de 1967 — DIVA PEDRINA MACEDO JACOB (Firma Reconhecida) (321, 1542, 547, 1549)
section-title: DECLARAÇÃO (372, 1167, 550, 1192)
declaracoes-praca-ad (1048, 744, 1214, 836)
table-cell: Halles (884, 925, 904, 933)
table-cell: 0,010 (1087, 942, 1105, 950)
table-cell: 0,958 (1005, 925, 1023, 933)
ad-line: R. Boa Vista, 51 (1078, 781, 1184, 797)
a-quem-interessar (607, 196, 875, 272)
section-body: Comunicamos aos nossos prezados clientes que os comprovantes de publicidade e publicações legais, permanecerão em nossos balcões à disposição dos interessados até 90 dias após a data de cada publicação, no máximo. A não retirada, nesse período, implicará na inutilização dos mesmos. (888, 1027, 1208, 1072)
section-title: DECLARAÇÃO (352, 1469, 570, 1498)
section-title: Municípios-escola serão instalados ainda êste ano (1048, 470, 1211, 520)
atencao-ad (882, 468, 1042, 568)
column-header: Valor da Cota NCr$ (967, 868, 1023, 874)
column-header: Data (941, 868, 955, 874)
section-title: Retirada de comprovantes (947, 1008, 1149, 1025)
table-cell: Norte (884, 909, 901, 917)
engenharia-edel (1048, 198, 1214, 460)
table-cell: Março (1115, 925, 1134, 933)
binding-edge (4, 150, 16, 1730)
retirada-comprovantes (882, 1000, 1214, 1112)
section-title: DECLARAÇÃO À PRAÇA (613, 564, 869, 585)
declaracao-frigobras (607, 818, 875, 883)
table-cell: 17/5 (941, 925, 955, 933)
section-body: Eu Manoel da Silva Neves, residente à Rua Basílio da Cunha, 223, nesta Capital, portador da Carteira Modelo 19 RG n.º 554.725, venho declarar à praça, Bancos e a quem possa interessar, que vim se referem à minha pessoa o apontamento e protesto lavrado a efeito pelo 3.º Cartório desta praça, contra Manoel da Silva Neves, com outros endereços, de cujos documentos não ser o mesmo que me refiro, porque o meu é outro diferente, do qual se trata de um meu homônimo. Outrossim, declaro que jamais tive qualquer negócio com o Título de minha responsabilidade levado a Cartório. (321, 1195, 601, 1236)
paper-title: — DIARIO DO COMERCIO — (553, 172, 739, 186)
signature: São Paulo, 17 de Maio de 1967 a) — MANOEL DA SILVA NEVES (Firma Reconhecida) (321, 1240, 538, 1247)
table-cell: 0,010 (1087, 892, 1105, 900)
ref-code: 19.20.23 (1020, 694, 1042, 701)
section-title: Fundos Mutuos de Investimentos (920, 848, 1176, 865)
section-title: Cotespa — Cia. Telefônica Suburbana Paulista (899, 574, 1025, 598)
list-item: Rua Boa Vista, 51 — 9.º andar (918, 1147, 1006, 1155)
column-header: (NCr$) Valor do Fundo (1148, 868, 1212, 874)
table-cell: 0,927 (1005, 917, 1023, 925)
table-cell: 19/4 (941, 892, 955, 900)
table-cell: 18/5 (941, 875, 955, 883)
table-row (882, 892, 1214, 900)
signature: São Paulo, 16 de maio de 1967 — Jorge Alcover de Moura — Diretor Presidente (1048, 305, 1202, 319)
table-cell: Crescinco (884, 875, 916, 883)
section-body: Comunicamos aos nossos prezados assinantes e associados da ACSP que os exemplares do DIARIO DO COMERCIO que não são entregues por portadores proprios são postados no Correio diariamente, com absoluta regularidade, razão pela qual solicitamos sejam comunicadas através do telefone 37-8101, ramal 33, as impontualidades verificadas. (890, 1253, 1206, 1315)
table-cell: 0,010 (1087, 875, 1105, 883)
section-rule (882, 842, 1214, 844)
declaracoes-giromec-box (607, 475, 875, 642)
masthead (20, 170, 1212, 188)
list-item: DEPARTAMENTO DE INFORMAÇÕES CONFIDENCIAIS: (908, 1173, 1076, 1181)
column-rule (167, 212, 168, 1737)
page-number: Pagina 9 (1162, 172, 1212, 186)
table-cell: 0,010 (1087, 900, 1105, 908)
section-title: AVISO À PRAÇA (678, 285, 804, 303)
salve-uma-vida-ad (887, 1402, 1217, 1737)
table-cell: 1,184 (1005, 892, 1023, 900)
table-cell: 17/5 (941, 942, 955, 950)
fundos-mutuos (882, 846, 1214, 996)
list-item: SERVIÇO CENTRAL DE PROTEÇÃO AO CREDITO: (908, 1156, 1062, 1164)
table-cell: 0,938 (1005, 909, 1023, 917)
section-title: A QUEM INTERESSAR POSSA (620, 197, 862, 216)
ad-line: doando sangue (924, 1540, 1180, 1599)
section-subtitle: CONVOCAÇÃO (941, 213, 983, 219)
